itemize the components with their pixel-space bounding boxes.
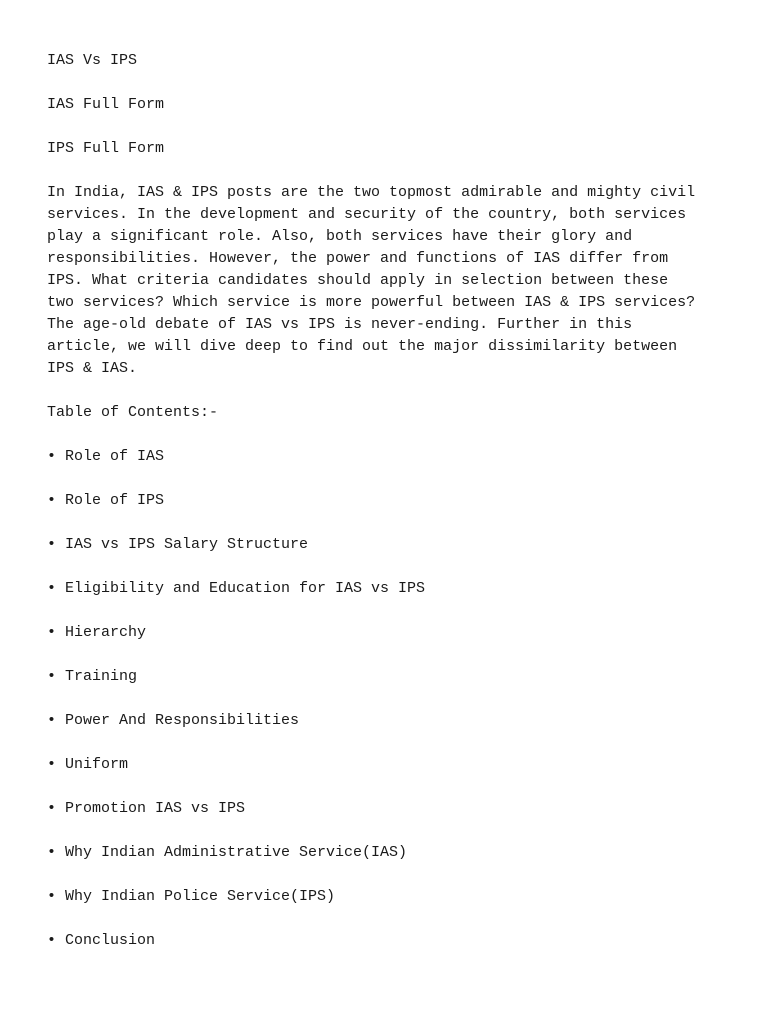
toc-item-power	[47, 710, 727, 732]
bullet-icon: •	[47, 888, 57, 905]
bullet-icon: •	[47, 580, 57, 597]
toc-item-hierarchy	[47, 622, 727, 644]
intro-line: services. In the development and security of the country, both services	[47, 206, 687, 223]
toc-item-training	[47, 666, 727, 688]
bullet-icon: •	[47, 668, 57, 685]
toc-item-role-of-ips	[47, 490, 727, 512]
bullet-icon: •	[47, 536, 57, 553]
toc-item-label: Eligibility and Education for IAS vs IPS	[65, 580, 426, 597]
toc-item-label: Why Indian Police Service(IPS)	[65, 888, 336, 905]
intro-line: responsibilities. However, the power and functions of IAS differ from	[47, 250, 669, 267]
toc-item-label: Conclusion	[65, 932, 156, 949]
toc-title: Table of Contents:-	[47, 404, 219, 421]
intro-paragraph	[47, 182, 727, 380]
bullet-icon: •	[47, 932, 57, 949]
toc-item-promotion	[47, 798, 727, 820]
bullet-icon: •	[47, 756, 57, 773]
document-page	[47, 50, 727, 974]
toc-item-salary-structure	[47, 534, 727, 556]
bullet-icon: •	[47, 800, 57, 817]
heading-ias-vs-ips: IAS Vs IPS	[47, 52, 138, 69]
toc-item-label: Hierarchy	[65, 624, 147, 641]
toc-item-label: Uniform	[65, 756, 129, 773]
bullet-icon: •	[47, 624, 57, 641]
bullet-icon: •	[47, 712, 57, 729]
intro-line: In India, IAS & IPS posts are the two topmost admirable and mighty civil	[47, 184, 696, 201]
toc-list	[47, 446, 727, 952]
heading-ias-full-form: IAS Full Form	[47, 96, 165, 113]
bullet-icon: •	[47, 492, 57, 509]
intro-line: The age-old debate of IAS vs IPS is never-ending. Further in this	[47, 316, 633, 333]
toc-item-eligibility	[47, 578, 727, 600]
intro-line: IPS & IAS.	[47, 360, 138, 377]
intro-line: play a significant role. Also, both services have their glory and	[47, 228, 633, 245]
intro-line: two services? Which service is more powerful between IAS & IPS services?	[47, 294, 696, 311]
intro-line: IPS. What criteria candidates should apply in selection between these	[47, 272, 669, 289]
heading-ips-full-form: IPS Full Form	[47, 140, 165, 157]
toc-item-why-ias	[47, 842, 727, 864]
toc-item-label: IAS vs IPS Salary Structure	[65, 536, 309, 553]
bullet-icon: •	[47, 844, 57, 861]
toc-item-role-of-ias	[47, 446, 727, 468]
toc-item-why-ips	[47, 886, 727, 908]
toc-item-label: Promotion IAS vs IPS	[65, 800, 246, 817]
bullet-icon: •	[47, 448, 57, 465]
toc-item-label: Role of IPS	[65, 492, 165, 509]
toc-item-label: Power And Responsibilities	[65, 712, 300, 729]
toc-item-label: Training	[65, 668, 138, 685]
toc-item-label: Role of IAS	[65, 448, 165, 465]
toc-item-conclusion	[47, 930, 727, 952]
toc-item-uniform	[47, 754, 727, 776]
intro-line: article, we will dive deep to find out the major dissimilarity between	[47, 338, 678, 355]
toc-item-label: Why Indian Administrative Service(IAS)	[65, 844, 408, 861]
